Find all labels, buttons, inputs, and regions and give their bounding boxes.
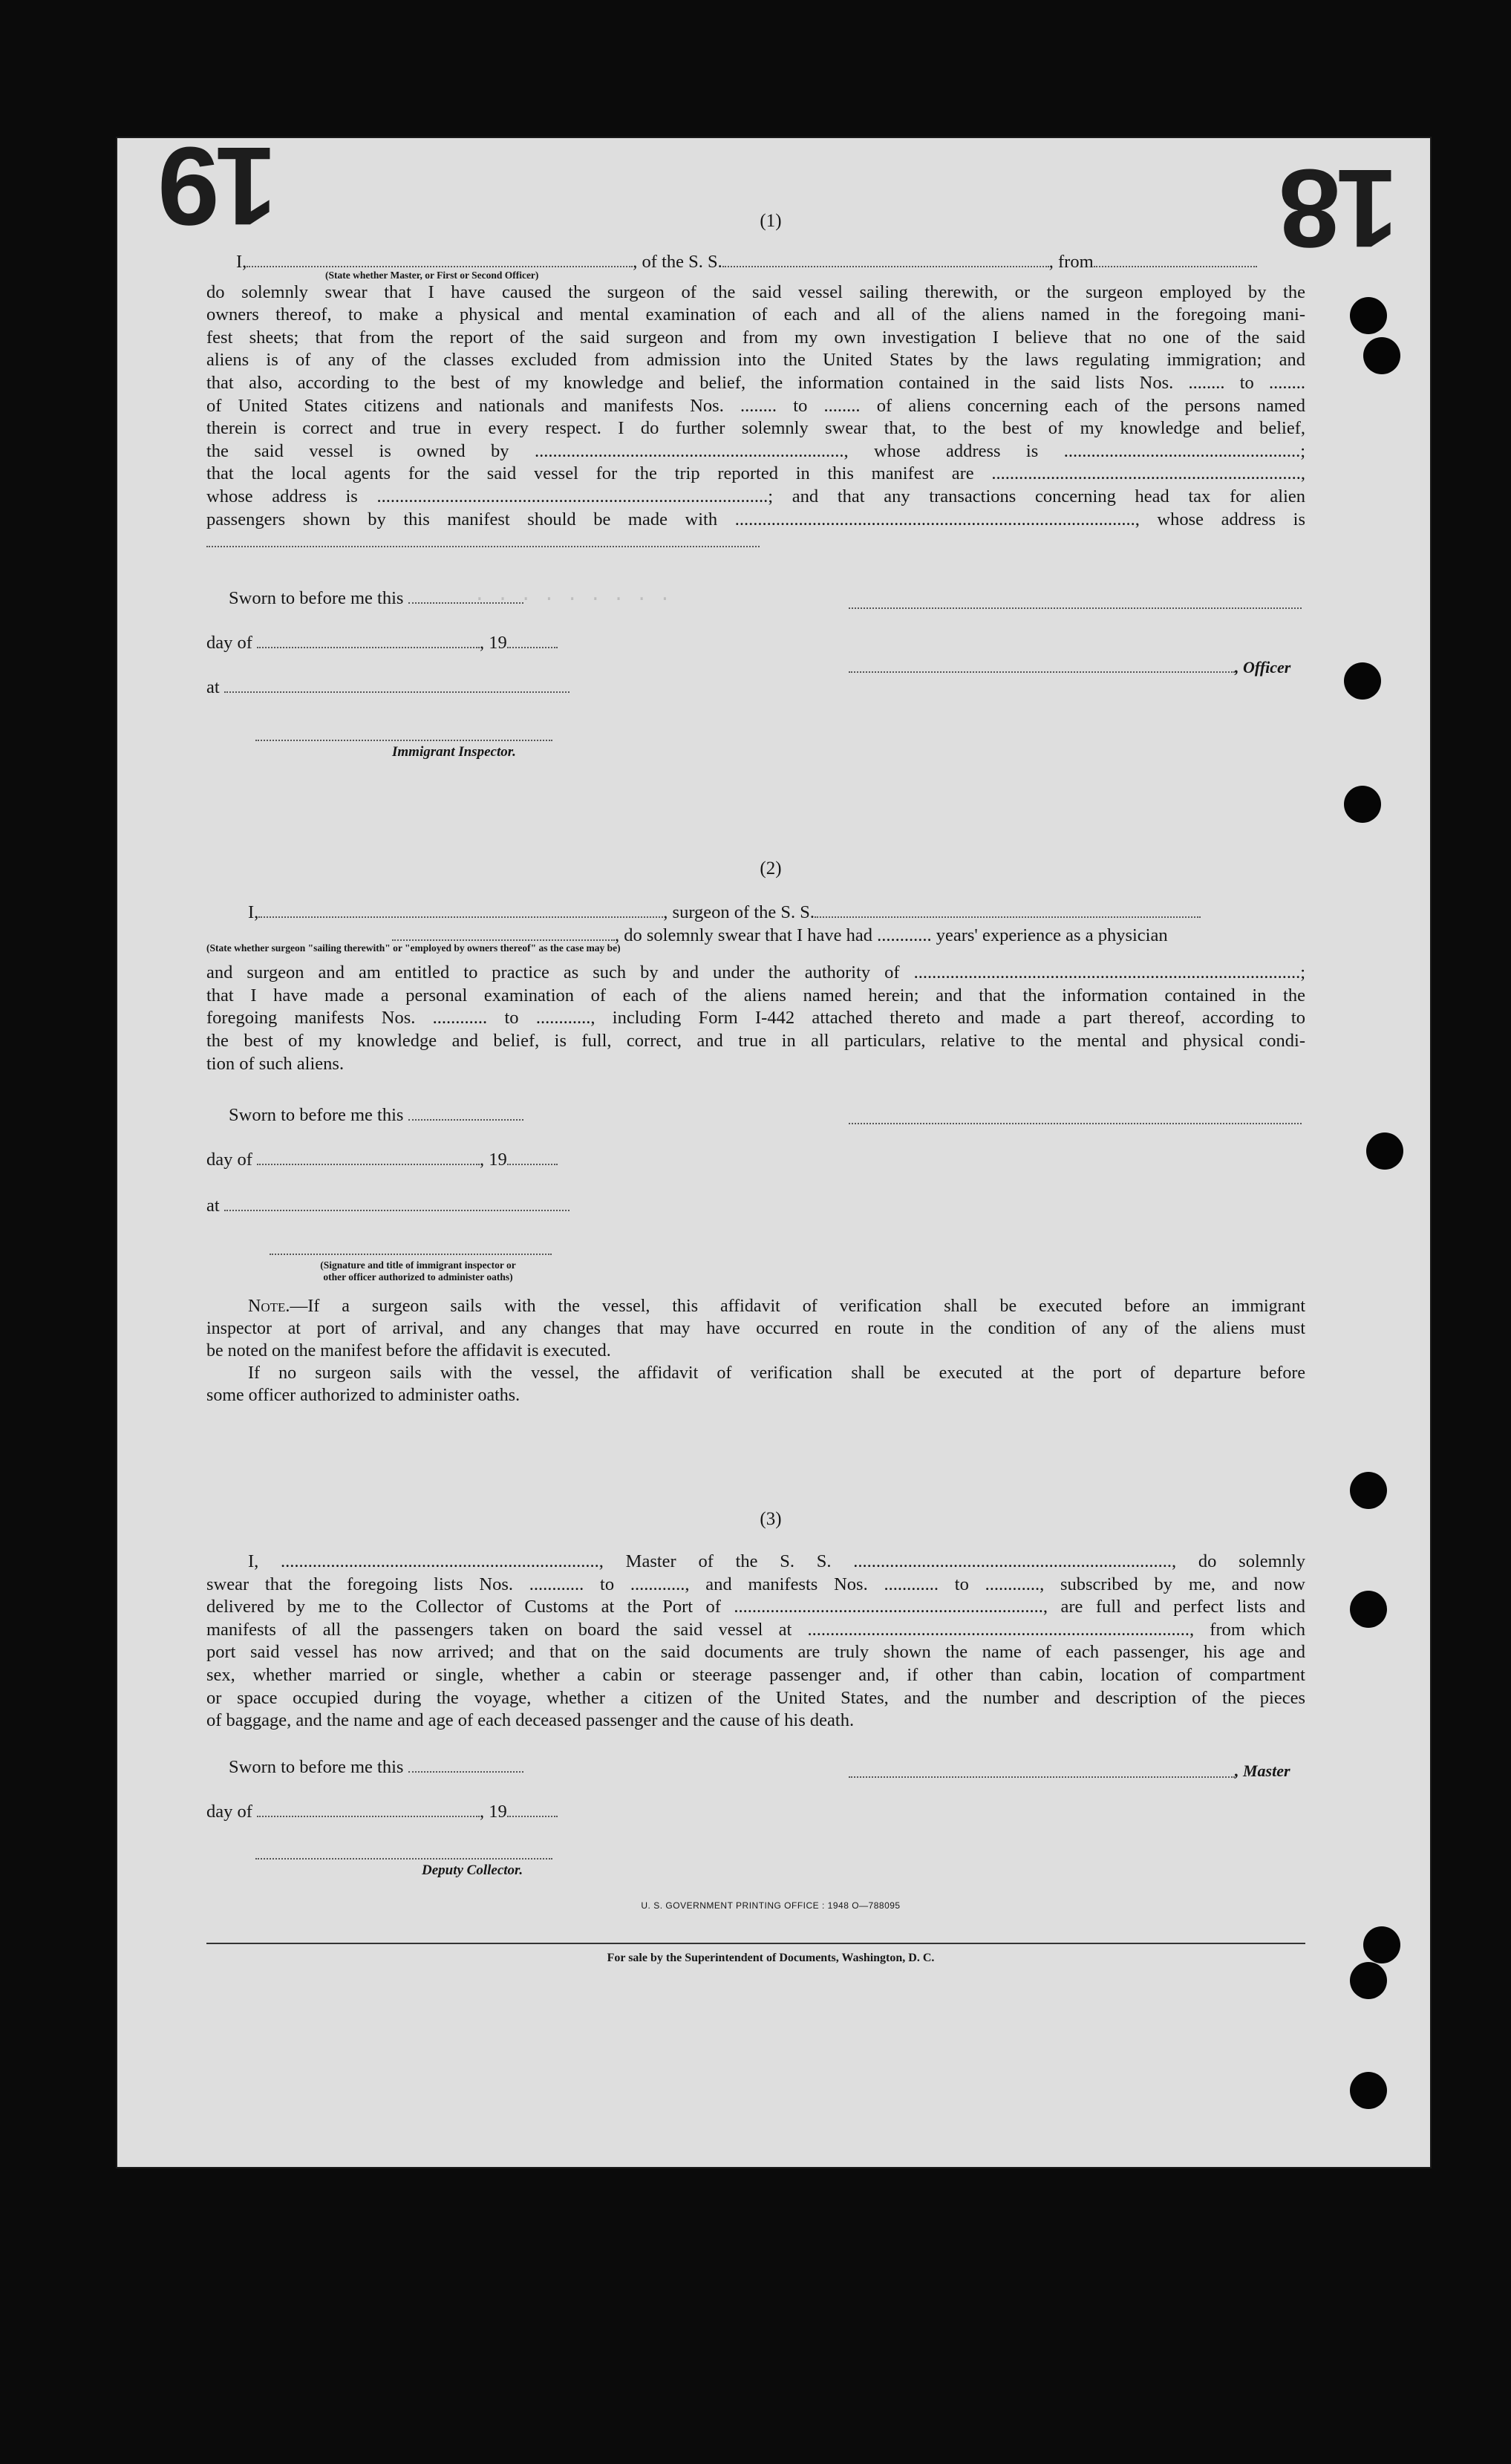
inspector-signature-line [255,740,552,741]
section-3-line-4: manifests of all the passengers taken on board the said vessel at ...................................................................................., from which [206,1619,1305,1640]
section-1-oath [206,251,1305,554]
section-2-caption: (State whether surgeon "sailing therewith" or "employed by owners thereof" as the case may be) [206,942,621,954]
section-2-day-of: day of , 19 [206,1150,558,1170]
punch-hole [1366,1132,1403,1170]
section-1-from: , from [1048,252,1094,272]
section-2-line-4: that I have made a personal examination of each of the aliens named herein; and that the information contained in the [206,985,1305,1006]
section-1-i: I, [236,252,247,272]
officer-name-line [849,607,1302,609]
section-3-line-3: delivered by me to the Collector of Customs at the Port of ...................................................................., are full and perfect lists and [206,1597,1305,1617]
master-caption: , Master [1235,1761,1290,1780]
section-2-line-7: tion of such aliens. [206,1053,345,1074]
manifest-page [117,124,1430,2167]
section-3-number: (3) [760,1509,782,1529]
collector-signature-line [255,1858,552,1860]
section-2-surgeon-of: , surgeon of the S. S. [663,902,815,922]
section-1-line-2: owners thereof, to make a physical and mental examination of each and all of the aliens named in the foregoing mani- [206,304,1305,325]
section-3-line-7: or space occupied during the voyage, whether a citizen of the United States, and the number and description of the pieces [206,1687,1305,1708]
section-3-line-5: port said vessel has now arrived; and that on the said documents are truly shown the name of each passenger, his age and [206,1642,1305,1663]
section-2-number: (2) [760,858,782,879]
section-2-line-2: , do solemnly swear that I have had ............ years' experience as a physician [206,925,1305,948]
punch-hole [1350,1962,1387,1999]
section-1-line-8: the said vessel is owned by ...................................................................., whose address is ....................................................; [206,440,1305,461]
officer-signature-line [849,671,1235,673]
section-1-of-ss: , of the S. S. [633,252,722,272]
punch-hole [1363,337,1400,374]
section-2-at: at [206,1196,570,1216]
section-1-at: at [206,677,570,698]
section-1-line-7: therein is correct and true in every respect. I do further solemnly swear that, to the best of my knowledge and belief, [206,418,1305,439]
section-3-line-8: of baggage, and the name and age of each deceased passenger and the cause of his death. [206,1710,855,1731]
punch-hole [1344,662,1381,700]
section-2-line-5: foregoing manifests Nos. ............ to ............, including Form I-442 attached thereto and made a part thereof, according to [206,1008,1305,1029]
corner-number-right: 18 [1283,146,1398,271]
corner-number-left: 19 [162,124,277,249]
section-3-day-of: day of , 19 [206,1802,558,1822]
section-3-line-2: swear that the foregoing lists Nos. ............ to ............, and manifests Nos. ............ to ............, subscribed by me, and now [206,1574,1305,1594]
section-3-oath [206,1551,1305,1733]
section-1-line-5: that also, according to the best of my knowledge and belief, the information contained in the said lists Nos. ........ to ........ [206,372,1305,393]
section-2-signature-line [270,1254,552,1255]
section-1-line-4: aliens is of any of the classes excluded from admission into the United States by the laws regulating immigration; and [206,350,1305,371]
note-block: Note.—If a surgeon sails with the vessel, this affidavit of verification shall be executed before an immigrant inspector at port of arrival, and any changes that may have occurred en route in the condition of any of the aliens must be noted on the manifest before the affidavit is executed. If no surgeon sails with the vessel, the affidavit of verification shall be executed at the port of departure before some officer authorized to administer oaths. [206,1297,1305,1405]
collector-caption: Deputy Collector. [422,1862,523,1878]
punch-hole [1350,2072,1387,2109]
printing-office-line: U. S. GOVERNMENT PRINTING OFFICE : 1948 O—788095 [641,1900,901,1911]
footer-rule [206,1943,1305,1944]
section-2-signature-caption: (Signature and title of immigrant inspector or other officer authorized to administer oaths) [320,1259,516,1282]
section-1-line-6: of United States citizens and nationals and manifests Nos. ........ to ........ of aliens concerning each of the persons named [206,395,1305,416]
section-3-line-6: sex, whether married or single, whether a cabin or steerage passenger and, if other than cabin, location of compartment [206,1664,1305,1685]
bleed-through-text: . . . . . . . . . [474,584,671,606]
section-1-number: (1) [760,211,782,231]
section-2-line-6: the best of my knowledge and belief, is full, correct, and true in all particulars, relative to the mental and physical condi- [206,1030,1305,1051]
section-2-sworn: Sworn to before me this [229,1105,523,1126]
section-1-sworn: Sworn to before me this [229,588,523,609]
sale-notice: For sale by the Superintendent of Documents, Washington, D. C. [607,1952,935,1964]
punch-hole [1344,786,1381,823]
section-3-sworn: Sworn to before me this [229,1757,523,1778]
section-3-line-1: I, ......................................................................, Master of the S. S. ......................................................................, do solemnly [248,1551,1305,1571]
surgeon-signature-line [849,1123,1302,1124]
punch-hole [1350,1472,1387,1509]
section-2-line-3: and surgeon and am entitled to practice as such by and under the authority of .....................................................................................; [206,962,1305,983]
section-1-line-3: fest sheets; that from the report of the said surgeon and from my own investigation I believe that no one of the said [206,327,1305,348]
section-1-day-of: day of , 19 [206,633,558,654]
punch-hole [1350,1591,1387,1628]
punch-hole [1363,1926,1400,1963]
officer-caption: , Officer [1235,658,1291,677]
note-label: Note. [248,1297,290,1316]
section-1-line-1: do solemnly swear that I have caused the surgeon of the said vessel sailing therewith, or the surgeon employed by the [206,281,1305,302]
master-signature-line [849,1776,1235,1778]
section-2-oath: I, , surgeon of the S. S. , do solemnly swear that I have had ............ years' experience as a physician (State whether surgeon "sailing therewith" or "employed by owners thereof" as the case may be) and surgeon and am entitled to practice as such by and under the authority of .....................................................................................; that I have made a personal examination of each of the aliens named herein; and that the information contained in the foregoing manifests Nos. ............ to ............, including Form I-442 attached thereto and made a part thereof, according to the best of my knowledge and belief, is full, correct, and true in all particulars, relative to the mental and physical condi- tion of such aliens. [206,902,1305,1075]
section-1-line-9: that the local agents for the said vessel for the trip reported in this manifest are ...................................................................., [206,463,1305,484]
section-1-caption: (State whether Master, or First or Second Officer) [325,269,539,281]
section-1-line-11: passengers shown by this manifest should be made with ........................................................................................, whose address is [206,509,1305,529]
section-1-line-10: whose address is ......................................................................................; and that any transactions concerning head tax for alien [206,486,1305,506]
punch-hole [1350,297,1387,334]
inspector-caption: Immigrant Inspector. [392,744,516,760]
